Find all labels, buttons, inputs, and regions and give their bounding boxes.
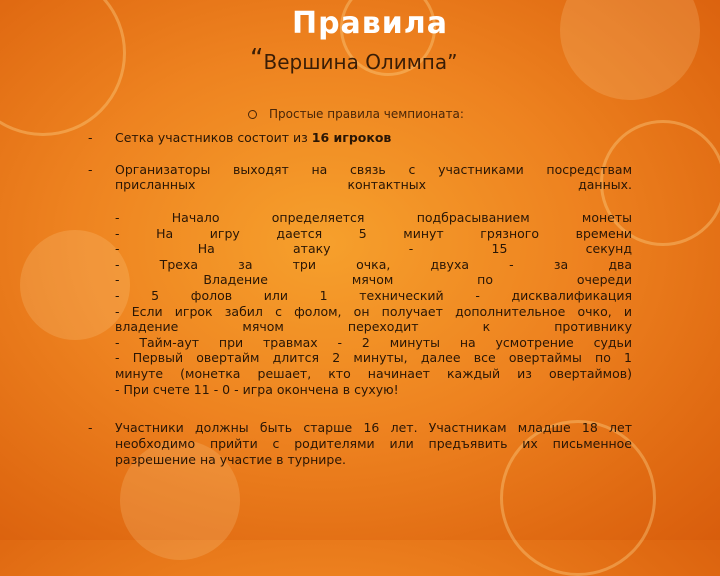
rule-line: - Если игрок забил с фолом, он получает дополнительное очко, и: [115, 303, 632, 319]
item4-line: Участники должны быть старше 16 лет. Участникам младше 18 лет: [115, 420, 632, 435]
subtitle-text: Вершина Олимпа: [263, 50, 448, 74]
rule-line: - Треха за три очка, двуха - за два: [115, 256, 632, 272]
item1-text: [115, 130, 391, 145]
slide-title: Правила: [291, 6, 449, 41]
rule-line: - На атаку - 15 секунд: [115, 241, 632, 257]
rule-line: - На игру дается 5 минут грязного времени: [115, 225, 632, 241]
intro-bullet: [248, 107, 464, 121]
item1-bold: 16 игроков: [311, 130, 392, 145]
rule-line: - Начало определяется подбрасыванием монеты: [115, 210, 632, 225]
item4-line: разрешение на участие в турнире.: [115, 452, 346, 467]
rule-line: минуте (монетка решает, кто начинает каждый из овертаймов): [115, 365, 632, 381]
rule-line: - Тайм-аут при травмах - 2 минуты на усмотрение судьи: [115, 334, 632, 350]
rule-line: - Владение мячом по очереди: [115, 272, 632, 288]
rules-list: [115, 210, 632, 397]
intro-text: Простые правила чемпионата:: [269, 107, 464, 121]
rule-line: владение мячом переходит к противнику: [115, 319, 632, 335]
item4-dash: -: [88, 420, 93, 435]
slide-subtitle: [250, 44, 458, 74]
item2-dash: -: [88, 162, 93, 177]
item2-text: [115, 162, 632, 192]
rule-line: - При счете 11 - 0 - игра окончена в сухую!: [115, 381, 399, 397]
rule-line: - 5 фолов или 1 технический - дисквалификация: [115, 287, 632, 303]
item4-text: [115, 420, 632, 468]
rule-line: - Первый овертайм длится 2 минуты, далее все овертаймы по 1: [115, 350, 632, 366]
circle-bullet-icon: [248, 110, 257, 119]
bokeh-disc: [20, 230, 130, 340]
close-quote: ”: [447, 50, 458, 74]
open-quote: “: [250, 44, 264, 74]
item4-line: необходимо прийти с родителями или предъявить их письменное: [115, 436, 632, 451]
item2-line1: Организаторы выходят на связь с участниками посредствам: [115, 162, 632, 177]
item1-label: Сетка участников состоит из: [115, 130, 308, 145]
item1-dash: -: [88, 130, 93, 145]
item2-line2: присланных контактных данных.: [115, 177, 632, 192]
